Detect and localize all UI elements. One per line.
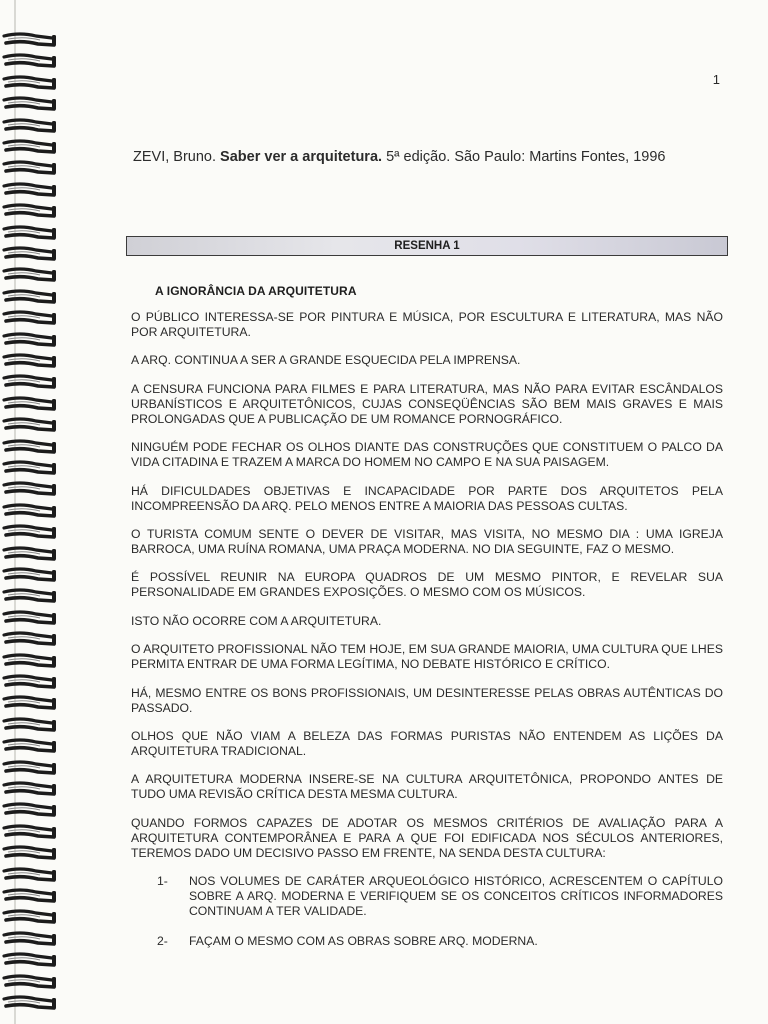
page-number: 1 [712,72,720,87]
spiral-coil [2,351,58,373]
paragraph: O PÚBLICO INTERESSA-SE POR PINTURA E MÚSICA, POR ESCULTURA E LITERATURA, MAS NÃO POR ARQUITETURA. [131,310,723,339]
spiral-coil [2,244,58,266]
spiral-coil [2,865,58,887]
paragraph: HÁ DIFICULDADES OBJETIVAS E INCAPACIDADE POR PARTE DOS ARQUITETOS PELA INCOMPREENSÃO DA ARQ. PELO MENOS ENTRE A MAIORIA DAS PESSOAS CULTAS. [131,483,723,513]
spiral-coil [2,758,58,780]
spiral-coil [2,479,58,501]
spiral-coil [2,158,58,180]
spiral-coil [2,51,58,73]
spiral-coil [2,201,58,223]
paragraph: A ARQ. CONTINUA A SER A GRANDE ESQUECIDA PELA IMPRENSA. [131,353,521,368]
section-heading: A IGNORÂNCIA DA ARQUITETURA [155,284,357,298]
spiral-coil [2,843,58,865]
spiral-coil [2,137,58,159]
paragraph: A CENSURA FUNCIONA PARA FILMES E PARA LITERATURA, MAS NÃO PARA EVITAR ESCÂNDALOS URBANÍSTICOS E ARQUITETÔNICOS, CUJAS CONSEQÜÊNCIAS SÃO BEM MAIS GRAVES E MAIS PROLONGADAS QUE A PUBLICAÇÃO DE UM ROMANCE PORNOGRÁFICO. [131,381,723,426]
list-item-text: FAÇAM O MESMO COM AS OBRAS SOBRE ARQ. MODERNA. [189,934,538,949]
citation-title: Saber ver a arquitetura. [220,149,383,165]
spiral-coil [2,651,58,673]
spiral-coil [2,544,58,566]
spiral-coil [2,907,58,929]
spiral-coil [2,522,58,544]
citation-author: ZEVI, Bruno. [133,149,221,165]
spiral-coil [2,372,58,394]
list-item-text: NOS VOLUMES DE CARÁTER ARQUEOLÓGICO HISTÓRICO, ACRESCENTEM O CAPÍTULO SOBRE A ARQ. MODERNA E VERIFIQUEM SE OS CONCEITOS CRÍTICOS INFORMADORES CONTINUAM A TER VALIDADE. [189,874,723,919]
paragraph: NINGUÉM PODE FECHAR OS OLHOS DIANTE DAS CONSTRUÇÕES QUE CONSTITUEM O PALCO DA VIDA CITADINA E TRAZEM A MARCA DO HOMEM NO CAMPO E NA SUA PAISAGEM. [131,440,723,470]
spiral-coil [2,929,58,951]
list-item [131,874,723,919]
body-text [131,310,723,964]
paragraph: O TURISTA COMUM SENTE O DEVER DE VISITAR, MAS VISITA, NO MESMO DIA : UMA IGREJA BARROCA, UMA RUÍNA ROMANA, UMA PRAÇA MODERNA. NO DIA SEGUINTE, FAZ O MESMO. [131,526,723,556]
spiral-coil [2,886,58,908]
spiral-coil [2,565,58,587]
spiral-coil [2,330,58,352]
spiral-coil [2,672,58,694]
spiral-coil [2,800,58,822]
spiral-binding [0,0,60,1024]
spiral-coil [2,180,58,202]
spiral-coil [2,586,58,608]
spiral-coil [2,116,58,138]
paragraph: É POSSÍVEL REUNIR NA EUROPA QUADROS DE UM MESMO PINTOR, E REVELAR SUA PERSONALIDADE EM GRANDES EXPOSIÇÕES. O MESMO COM OS MÚSICOS. [131,570,723,600]
spiral-coil [2,437,58,459]
spiral-coil [2,736,58,758]
spiral-coil [2,265,58,287]
spiral-coil [2,822,58,844]
paragraph: O ARQUITETO PROFISSIONAL NÃO TEM HOJE, EM SUA GRANDE MAIORIA, UMA CULTURA QUE LHES PERMITA ENTRAR DE UMA FORMA LEGÍTIMA, NO DEBATE HISTÓRICO E CRÍTICO. [131,642,723,672]
spiral-coil [2,73,58,95]
paragraph: HÁ, MESMO ENTRE OS BONS PROFISSIONAIS, UM DESINTERESSE PELAS OBRAS AUTÊNTICAS DO PASSADO. [131,685,723,715]
spiral-coil [2,415,58,437]
spiral-coil [2,223,58,245]
spiral-coil [2,501,58,523]
spiral-coil [2,30,58,52]
bibliographic-citation [133,149,733,165]
spiral-coil [2,950,58,972]
spiral-coil [2,629,58,651]
paragraph: ISTO NÃO OCORRE COM A ARQUITETURA. [131,613,382,628]
spiral-coil [2,779,58,801]
spiral-coil [2,715,58,737]
paragraph: OLHOS QUE NÃO VIAM A BELEZA DAS FORMAS PURISTAS NÃO ENTENDEM AS LIÇÕES DA ARQUITETURA TRADICIONAL. [131,728,723,758]
spiral-coil [2,608,58,630]
list-item [131,934,723,949]
spiral-coil [2,993,58,1015]
spiral-coil [2,394,58,416]
spiral-coil [2,458,58,480]
paragraph: QUANDO FORMOS CAPAZES DE ADOTAR OS MESMOS CRITÉRIOS DE AVALIAÇÃO PARA A ARQUITETURA CONTEMPORÂNEA E PARA A QUE FOI EDIFICADA NOS SÉCULOS ANTERIORES, TEREMOS DADO UM DECISIVO PASSO EM FRENTE, NA SENDA DESTA CULTURA: [131,815,723,860]
list-item-number: 2- [157,934,168,949]
spiral-coil [2,308,58,330]
paragraph: A ARQUITETURA MODERNA INSERE-SE NA CULTURA ARQUITETÔNICA, PROPONDO ANTES DE TUDO UMA REVISÃO CRÍTICA DESTA MESMA CULTURA. [131,772,723,802]
citation-publication: 5ª edição. São Paulo: Martins Fontes, 1996 [382,149,666,165]
spiral-coil [2,972,58,994]
list-item-number: 1- [157,874,168,889]
spiral-coil [2,94,58,116]
spiral-coil [2,693,58,715]
review-header-bar: RESENHA 1 [126,236,728,256]
numbered-list [131,874,723,949]
spiral-coil [2,287,58,309]
